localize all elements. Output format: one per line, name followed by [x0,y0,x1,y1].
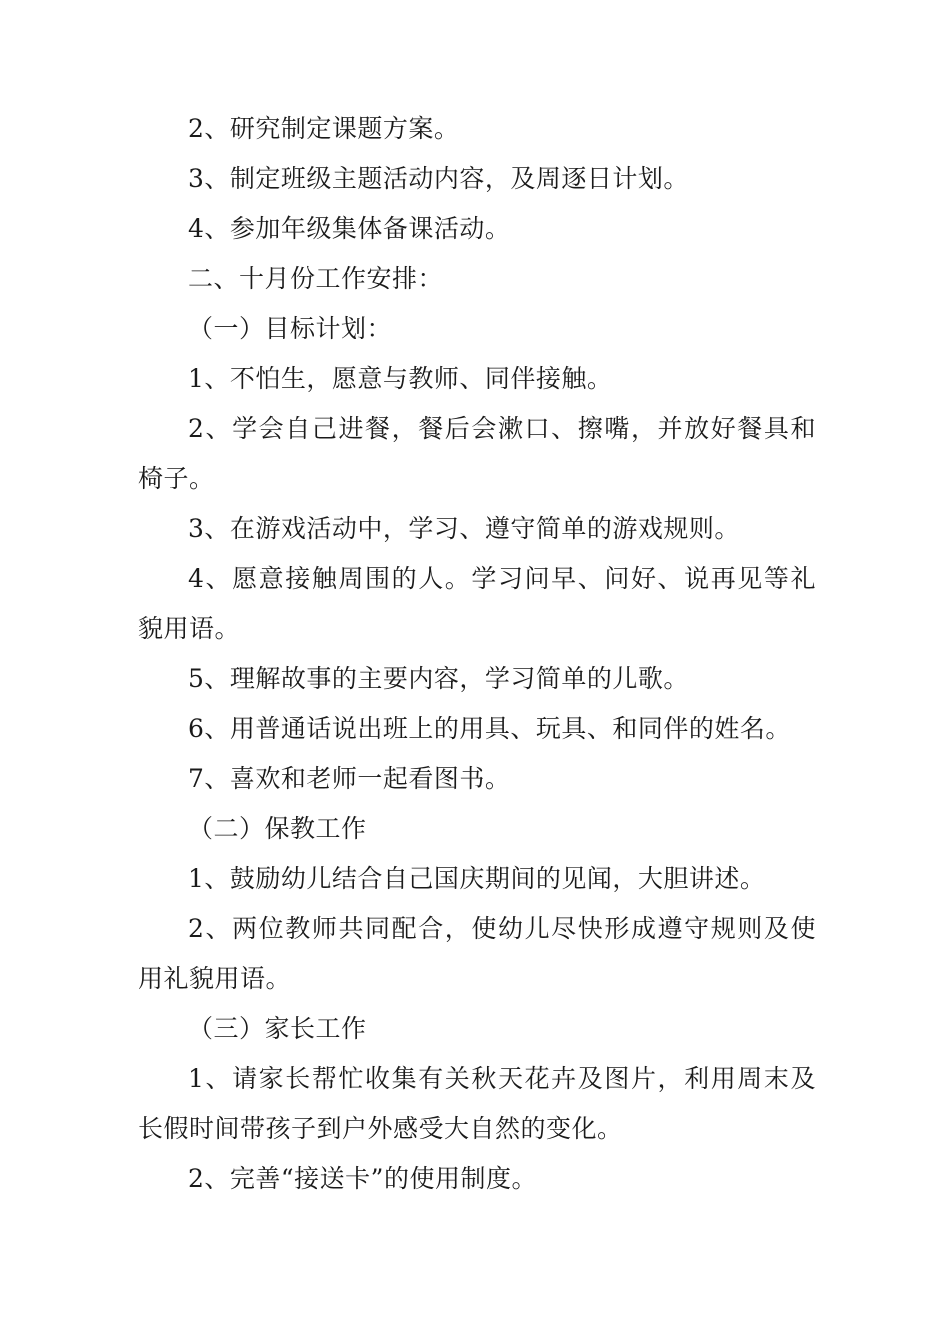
list-item: 2、完善“接送卡”的使用制度。 [188,1164,537,1193]
list-item: 3、制定班级主题活动内容，及周逐日计划。 [188,164,689,193]
section-heading: 二、十月份工作安排： [188,264,444,293]
list-item: 1、不怕生，愿意与教师、同伴接触。 [188,364,613,393]
document-body [138,104,816,1204]
subsection-heading: （三）家长工作 [188,1014,367,1043]
list-item: 2、研究制定课题方案。 [188,114,460,143]
list-item: 6、用普通话说出班上的用具、玩具、和同伴的姓名。 [188,714,791,743]
subsection-heading: （一）目标计划： [188,314,393,343]
list-item: 5、理解故事的主要内容，学习简单的儿歌。 [188,664,689,693]
list-item: 2、学会自己进餐，餐后会漱口、擦嘴，并放好餐具和椅子。 [138,414,816,493]
list-item: 7、喜欢和老师一起看图书。 [188,764,511,793]
list-item: 3、在游戏活动中，学习、遵守简单的游戏规则。 [188,514,740,543]
subsection-heading: （二）保教工作 [188,814,367,843]
list-item: 1、请家长帮忙收集有关秋天花卉及图片，利用周末及长假时间带孩子到户外感受大自然的变化。 [138,1064,816,1143]
list-item: 4、愿意接触周围的人。学习问早、问好、说再见等礼貌用语。 [138,564,816,643]
list-item: 1、鼓励幼儿结合自己国庆期间的见闻，大胆讲述。 [188,864,766,893]
list-item: 4、参加年级集体备课活动。 [188,214,511,243]
list-item: 2、两位教师共同配合，使幼儿尽快形成遵守规则及使用礼貌用语。 [138,914,816,993]
